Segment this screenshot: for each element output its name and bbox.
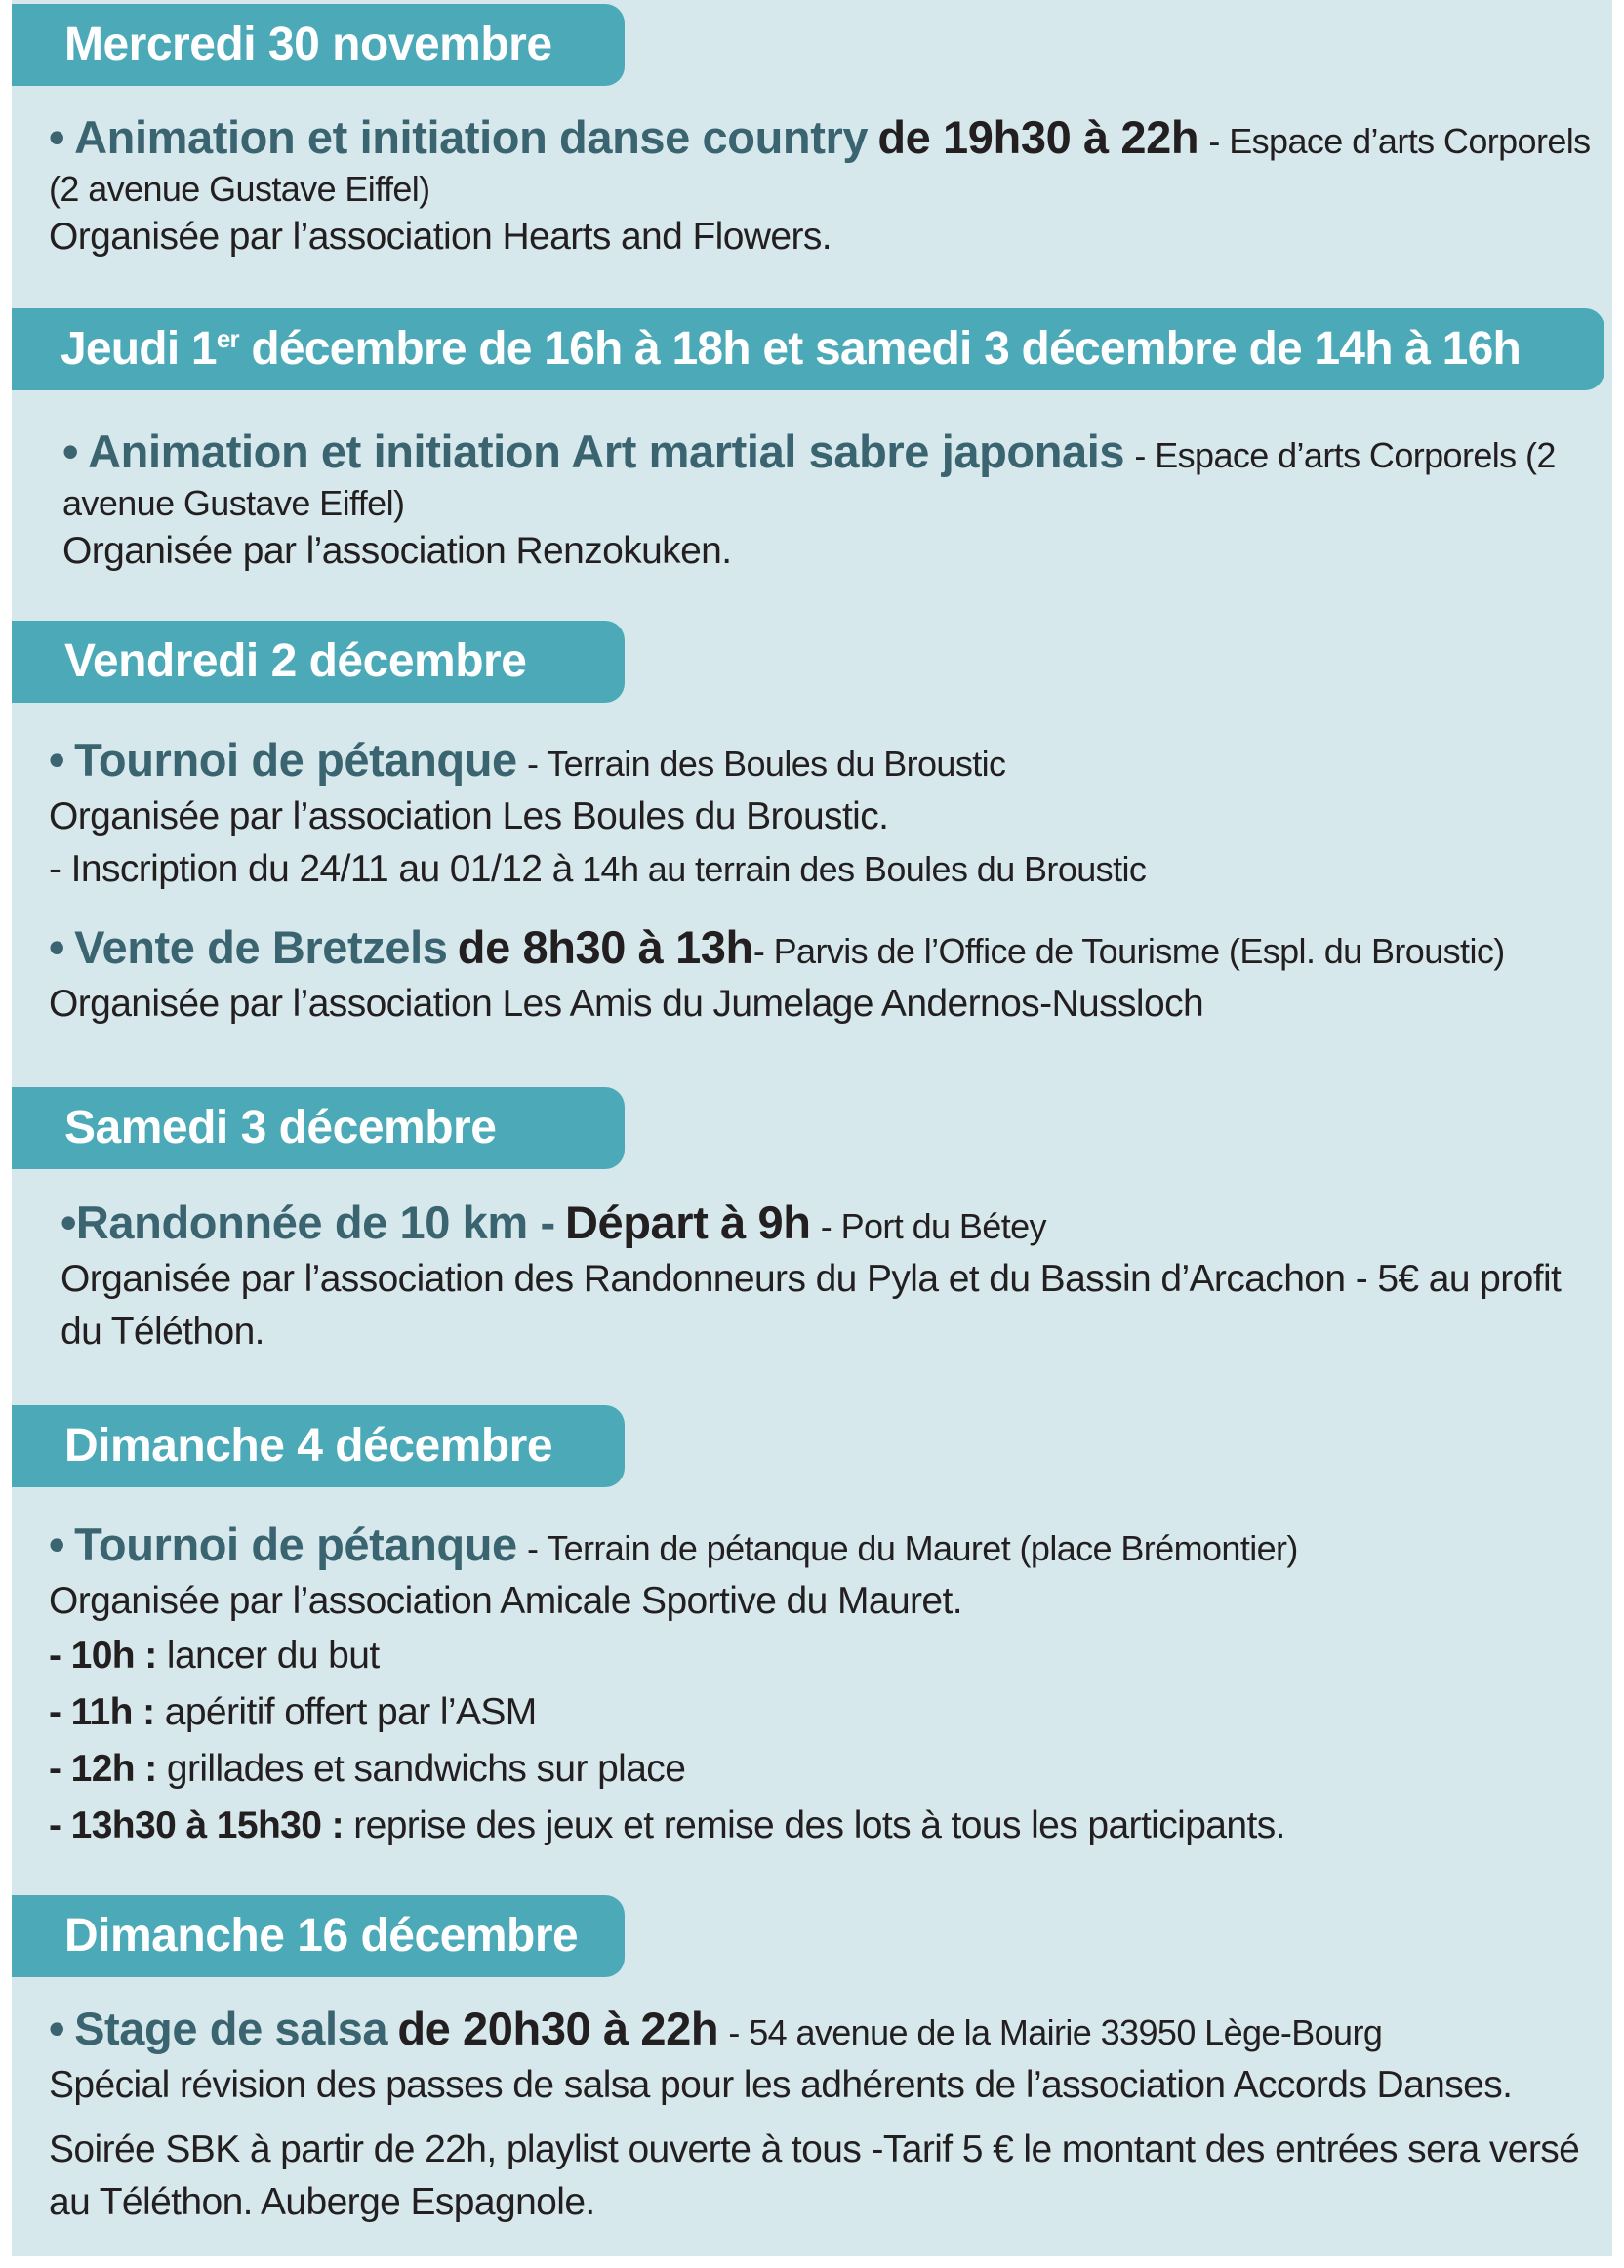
- event-randonnee: [61, 1196, 1622, 1358]
- section-header-dimanche-4-decembre: [12, 1405, 625, 1487]
- event-time: de 20h30 à 22h: [397, 2003, 719, 2054]
- section-title: Dimanche 4 décembre: [64, 1420, 553, 1472]
- section-title-post: décembre de 16h à 18h et samedi 3 décembre de 14h à 16h: [238, 323, 1521, 375]
- event-danse-country: [49, 111, 1610, 263]
- event-activity: Tournoi de pétanque: [74, 1519, 517, 1570]
- section-title: Samedi 3 décembre: [64, 1102, 497, 1154]
- event-organizer: Spécial révision des passes de salsa pour les adhérents de l’association Accords Danses.: [49, 2064, 1513, 2106]
- section-header-dimanche-16-decembre: [12, 1895, 625, 1977]
- event-time: de 19h30 à 22h: [877, 111, 1199, 163]
- bullet: •: [49, 734, 64, 786]
- schedule-row: [49, 1798, 1610, 1854]
- event-organizer: Organisée par l’association Les Amis du Jumelage Andernos-Nussloch: [49, 983, 1204, 1025]
- schedule-time: - 12h :: [49, 1748, 157, 1790]
- event-salsa: [49, 2003, 1610, 2229]
- schedule-text: lancer du but: [156, 1635, 380, 1677]
- event-extra: Soirée SBK à partir de 22h, playlist ouverte à tous -Tarif 5 € le montant des entrées sera versé: [49, 2128, 1580, 2170]
- event-location: - Port du Bétey: [820, 1206, 1046, 1246]
- event-activity: Vente de Bretzels: [74, 921, 448, 973]
- event-petanque-broustic: [49, 734, 1610, 896]
- event-note: - Inscription du 24/11 au 01/12 à: [49, 848, 573, 890]
- event-activity: Randonnée de 10 km -: [75, 1196, 555, 1248]
- section-title-sup: er: [216, 324, 239, 353]
- schedule-row: [49, 1628, 1610, 1684]
- section-header-samedi-3-decembre: [12, 1087, 625, 1169]
- event-location-cont: (2 avenue Gustave Eiffel): [49, 169, 430, 209]
- schedule-text: reprise des jeux et remise des lots à tous les participants.: [343, 1804, 1285, 1846]
- event-sabre-japonais: [62, 425, 1624, 578]
- event-organizer: Organisée par l’association des Randonneurs du Pyla et du Bassin d’Arcachon - 5€ au profit: [61, 1258, 1562, 1300]
- event-time: de 8h30 à 13h: [457, 921, 753, 973]
- event-location: - 54 avenue de la Mairie 33950 Lège-Bourg: [728, 2012, 1383, 2052]
- event-extra-cont: au Téléthon. Auberge Espagnole.: [49, 2181, 595, 2223]
- section-header-jeudi-1er-decembre: [12, 308, 1604, 390]
- bullet: •: [49, 1519, 64, 1570]
- schedule-time: - 13h30 à 15h30 :: [49, 1804, 344, 1846]
- section-header-mercredi-30-novembre: [12, 4, 625, 86]
- section-title: Mercredi 30 novembre: [64, 19, 552, 70]
- section-title-pre: Jeudi 1: [61, 323, 217, 375]
- event-activity: Animation et initiation Art martial sabre japonais: [88, 425, 1125, 477]
- event-petanque-mauret: [49, 1519, 1610, 1854]
- bullet: •: [49, 921, 64, 973]
- section-title: Dimanche 16 décembre: [64, 1910, 579, 1962]
- event-organizer-cont: du Téléthon.: [61, 1311, 264, 1353]
- event-note-location: 14h au terrain des Boules du Broustic: [572, 849, 1147, 889]
- event-time: Départ à 9h: [564, 1196, 811, 1248]
- event-location: - Parvis de l’Office de Tourisme (Espl. du Broustic): [752, 931, 1505, 971]
- section-header-vendredi-2-decembre: [12, 621, 625, 703]
- bullet: •: [49, 2003, 64, 2054]
- event-activity: Tournoi de pétanque: [74, 734, 517, 786]
- event-activity: Stage de salsa: [74, 2003, 388, 2054]
- event-organizer: Organisée par l’association Hearts and Flowers.: [49, 216, 832, 258]
- event-activity: Animation et initiation danse country: [74, 111, 869, 163]
- event-organizer: Organisée par l’association Les Boules du Broustic.: [49, 795, 889, 837]
- event-bretzels: [49, 921, 1610, 1031]
- schedule-time: - 11h :: [49, 1691, 155, 1733]
- schedule-row: [49, 1684, 1610, 1741]
- event-organizer: Organisée par l’association Renzokuken.: [62, 530, 732, 572]
- event-location: - Espace d’arts Corporels: [1208, 121, 1591, 161]
- schedule-text: apéritif offert par l’ASM: [154, 1691, 537, 1733]
- bullet: •: [61, 1196, 76, 1248]
- schedule-text: grillades et sandwichs sur place: [156, 1748, 686, 1790]
- schedule-time: - 10h :: [49, 1635, 157, 1677]
- section-title: Vendredi 2 décembre: [64, 635, 527, 687]
- event-organizer: Organisée par l’association Amicale Sportive du Mauret.: [49, 1580, 962, 1622]
- bullet: •: [49, 111, 64, 163]
- event-location: - Terrain des Boules du Broustic: [527, 744, 1006, 784]
- event-location: - Espace d’arts Corporels (2: [1134, 435, 1556, 475]
- bullet: •: [62, 425, 78, 477]
- event-location-cont: avenue Gustave Eiffel): [62, 483, 405, 523]
- schedule-row: [49, 1741, 1610, 1798]
- event-location: - Terrain de pétanque du Mauret (place Brémontier): [527, 1528, 1298, 1568]
